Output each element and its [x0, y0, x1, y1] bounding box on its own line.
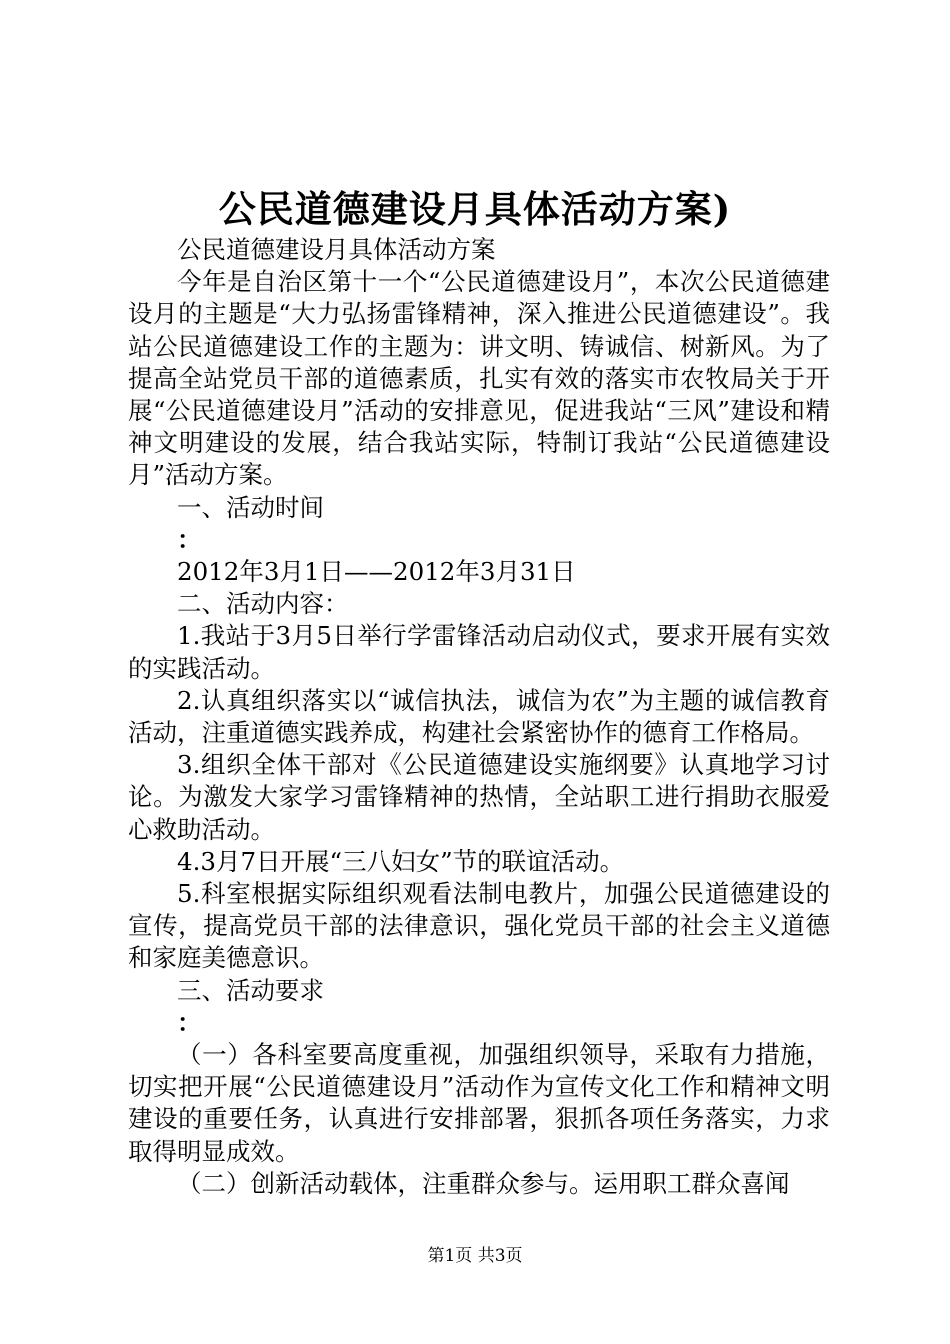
section-heading-requirements: 三、活动要求 [177, 975, 324, 1005]
section-heading-time: 一、活动时间 [177, 492, 324, 522]
content-item-2: 2.认真组织落实以“诚信执法，诚信为农”为主题的诚信教育活动，注重道德实践养成，构建社会紧密协作的德育工作格局。 [128, 685, 830, 748]
document-body [128, 234, 830, 1200]
content-item-3: 3.组织全体干部对《公民道德建设实施纲要》认真地学习讨论。为激发大家学习雷锋精神的热情，全站职工进行捐助衣服爱心救助活动。 [128, 750, 830, 844]
content-item-1: 1.我站于3月5日举行学雷锋活动启动仪式，要求开展有实效的实践活动。 [128, 621, 830, 683]
date-range: 2012年3月1日——2012年3月31日 [177, 557, 576, 587]
subtitle-paragraph: 公民道德建设月具体活动方案 [177, 235, 496, 264]
page-footer: 第1页 共3页 [427, 1246, 523, 1266]
section-heading-content: 二、活动内容： [177, 589, 349, 619]
colon-line: ： [177, 1007, 202, 1037]
requirement-item-2: （二）创新活动载体，注重群众参与。运用职工群众喜闻 [177, 1168, 790, 1198]
content-item-4: 4.3月7日开展“三八妇女”节的联谊活动。 [177, 846, 625, 876]
content-item-5: 5.科室根据实际组织观看法制电教片，加强公民道德建设的宣传，提高党员干部的法律意识，强化党员干部的社会主义道德和家庭美德意识。 [128, 879, 830, 973]
document-title: 公民道德建设月具体活动方案) [218, 187, 732, 231]
requirement-item-1: （一）各科室要高度重视，加强组织领导，采取有力措施，切实把开展“公民道德建设月”活动作为宣传文化工作和精神文明建设的重要任务，认真进行安排部署，狠抓各项任务落实，力求取得明显成效。 [128, 1040, 830, 1166]
colon-line: ： [177, 524, 202, 554]
intro-paragraph: 今年是自治区第十一个“公民道德建设月”，本次公民道德建设月的主题是“大力弘扬雷锋精神，深入推进公民道德建设”。我站公民道德建设工作的主题为：讲文明、铸诚信、树新风。为了提高全站党员干部的道德素质，扎实有效的落实市农牧局关于开展“公民道德建设月”活动的安排意见，促进我站“三风”建设和精神文明建设的发展，结合我站实际，特制订我站“公民道德建设月”活动方案。 [128, 267, 830, 490]
